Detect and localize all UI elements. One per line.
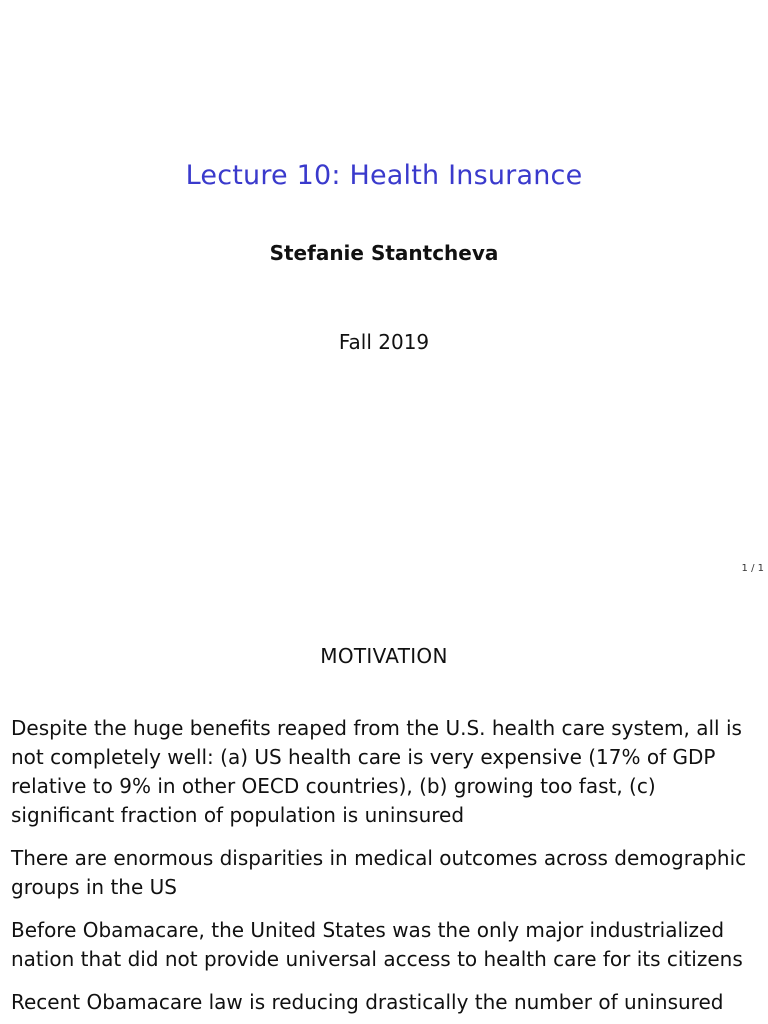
- page-number: 1 / 1: [741, 563, 764, 574]
- paragraph: Recent Obamacare law is reducing drastically the number of uninsured: [11, 990, 724, 1014]
- slide-body: [11, 714, 763, 1024]
- paragraph: Before Obamacare, the United States was the only major industrialized nation that did not provide universal access to health care for its citizens: [11, 918, 743, 971]
- section-heading: MOTIVATION: [320, 644, 448, 668]
- lecture-title: Lecture 10: Health Insurance: [185, 160, 583, 191]
- author-name: Stefanie Stantcheva: [269, 241, 499, 265]
- paragraph: There are enormous disparities in medical outcomes across demographic groups in the US: [11, 846, 747, 899]
- motivation-slide: [0, 600, 768, 1024]
- lecture-date: Fall 2019: [338, 330, 430, 354]
- paragraph: Despite the huge benefits reaped from the U.S. health care system, all is not completely well: (a) US health care is very expensive (17% of GDP relative to 9% in other OECD countries), (b) growing too fast, (c) significant fraction of population is uninsured: [11, 716, 742, 827]
